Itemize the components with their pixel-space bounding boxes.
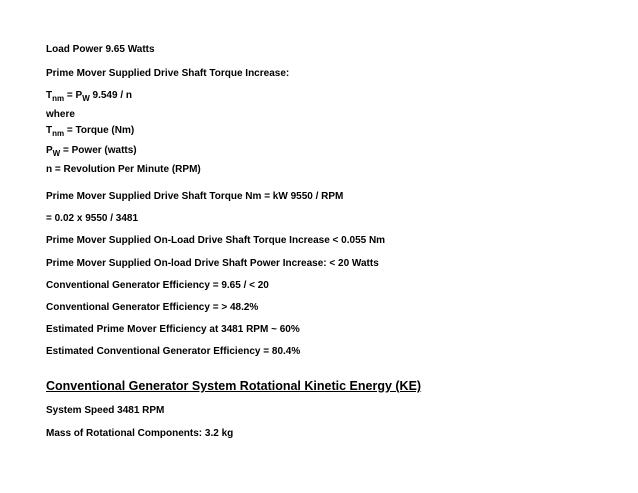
formula-rest: 9.549 / n xyxy=(89,90,132,101)
def-power-symbol: P xyxy=(46,145,53,156)
def-torque-symbol: T xyxy=(46,125,53,136)
def-torque-subscript: nm xyxy=(52,129,65,138)
onload-torque-text: Prime Mover Supplied On-Load Drive Shaft Torque Increase < 0.055 Nm xyxy=(46,235,386,246)
torque-calculation-text: = 0.02 x 9550 / 3481 xyxy=(46,213,139,224)
formula-torque-subscript: nm xyxy=(52,94,65,103)
mass-text: Mass of Rotational Components: 3.2 kg xyxy=(46,428,234,439)
kinetic-energy-heading: Conventional Generator System Rotational Kinetic Energy (KE) xyxy=(46,379,422,393)
torque-increase-title: Prime Mover Supplied Drive Shaft Torque Increase: xyxy=(46,68,290,79)
prime-mover-efficiency: Estimated Prime Mover Efficiency at 3481 RPM ~ 60% xyxy=(46,324,300,335)
torque-formula-text: Prime Mover Supplied Drive Shaft Torque Nm = kW 9550 / RPM xyxy=(46,191,344,202)
def-torque-text: = Torque (Nm) xyxy=(64,125,135,136)
generator-efficiency-2: Conventional Generator Efficiency = > 48.2% xyxy=(46,302,259,313)
system-speed-text: System Speed 3481 RPM xyxy=(46,405,165,416)
onload-power-text: Prime Mover Supplied On-load Drive Shaft Power Increase: < 20 Watts xyxy=(46,258,379,269)
definition-power xyxy=(46,145,137,157)
load-power-text: Load Power 9.65 Watts xyxy=(46,44,155,55)
formula-power-subscript: W xyxy=(82,94,90,103)
estimated-generator-efficiency: Estimated Conventional Generator Efficiency = 80.4% xyxy=(46,346,301,357)
definition-rpm: n = Revolution Per Minute (RPM) xyxy=(46,164,201,175)
formula-equals-power: = P xyxy=(64,90,83,101)
definition-torque xyxy=(46,125,134,137)
def-power-text: = Power (watts) xyxy=(60,145,137,156)
torque-formula-line xyxy=(46,90,132,102)
def-power-subscript: W xyxy=(52,149,61,158)
formula-torque-symbol: T xyxy=(46,90,53,101)
where-text: where xyxy=(46,109,75,120)
generator-efficiency-1: Conventional Generator Efficiency = 9.65 / < 20 xyxy=(46,280,269,291)
